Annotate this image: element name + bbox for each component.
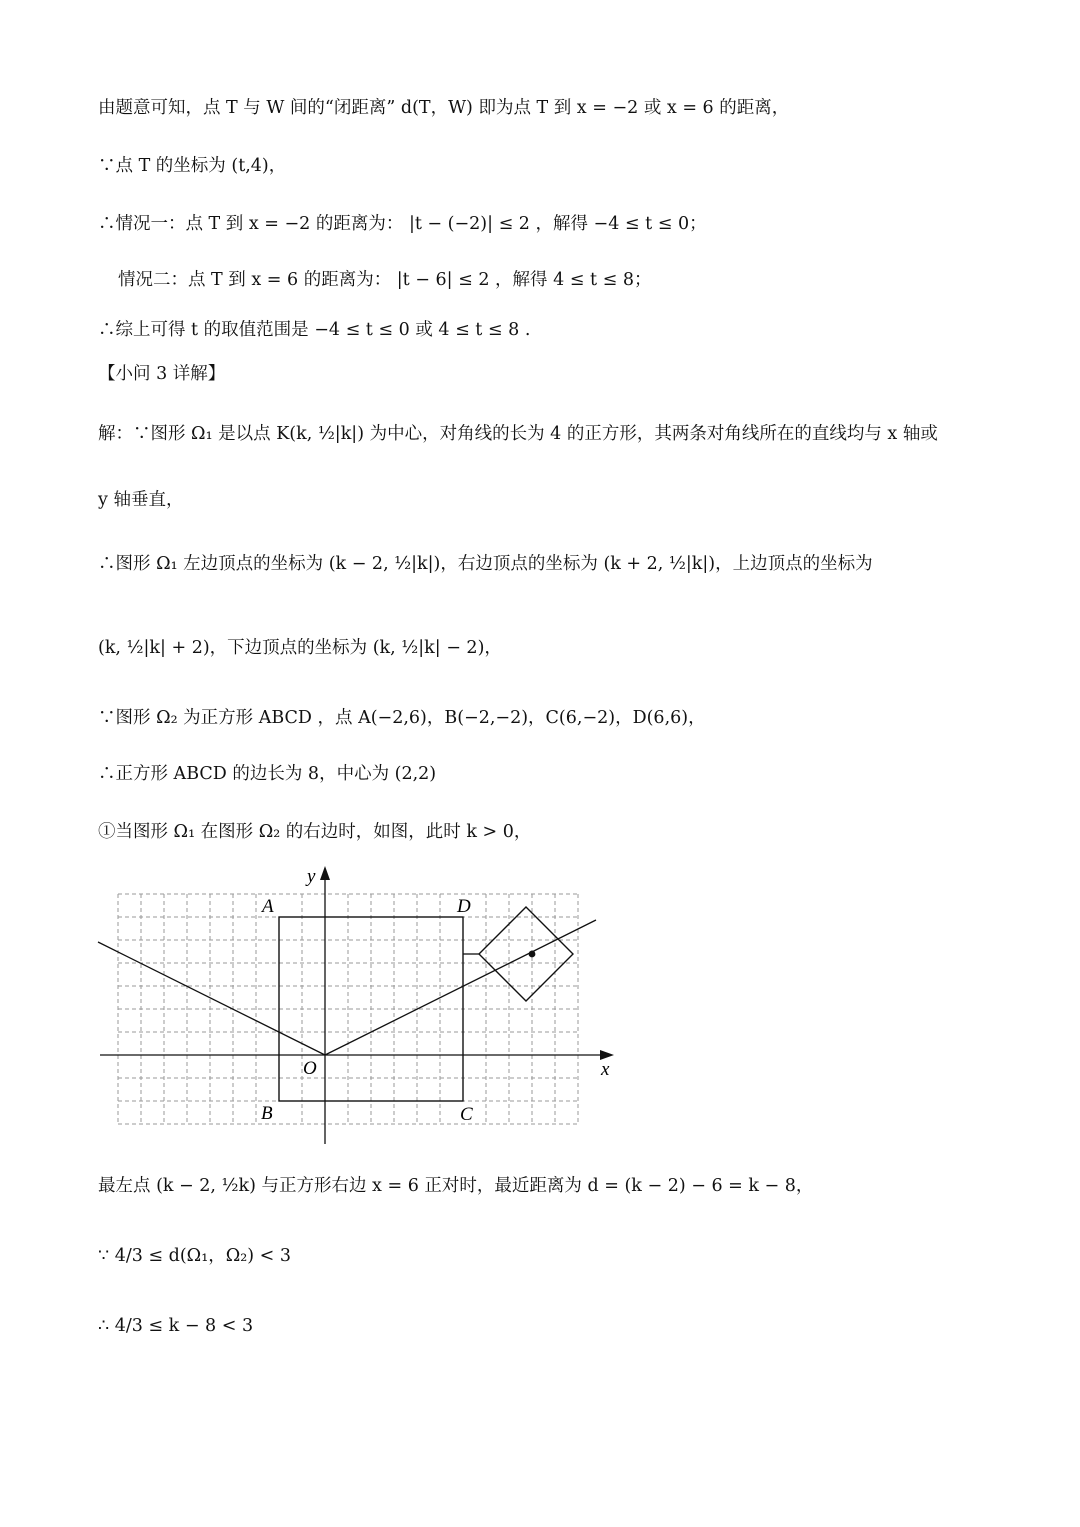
- line-8: y 轴垂直，: [98, 490, 184, 510]
- grid: [118, 894, 578, 1124]
- label-y: y: [307, 866, 316, 887]
- abs-lines: [98, 920, 596, 1055]
- line-14: 最左点 (k − 2, ½k) 与正方形右边 x = 6 正对时，最近距离为 d = (k − 2) − 6 = k − 8，: [98, 1176, 814, 1196]
- line-10: (k, ½|k| + 2)，下边顶点的坐标为 (k, ½|k| − 2)，: [98, 638, 502, 658]
- coordinate-diagram: [96, 862, 626, 1152]
- section-heading: 【小问 3 详解】: [98, 364, 226, 384]
- line-4: 情况二：点 T 到 x = 6 的距离为： |t − 6| ≤ 2 ，解得 4 ≤ t ≤ 8；: [118, 270, 652, 290]
- line-3: ∴情况一：点 T 到 x = −2 的距离为： |t − (−2)| ≤ 2 ，解得 −4 ≤ t ≤ 0；: [98, 214, 707, 234]
- label-O: O: [303, 1058, 317, 1079]
- line-11: ∵图形 Ω₂ 为正方形 ABCD ，点 A(−2,6)，B(−2,−2)，C(6,−2)，D(6,6)，: [98, 708, 706, 728]
- axes: [100, 866, 614, 1144]
- center-point: [529, 951, 536, 958]
- line-12: ∴正方形 ABCD 的边长为 8，中心为 (2,2): [98, 764, 437, 784]
- line-2: ∵点 T 的坐标为 (t,4)，: [98, 156, 287, 176]
- label-x: x: [601, 1059, 610, 1080]
- line-13: ①当图形 Ω₁ 在图形 Ω₂ 的右边时，如图，此时 k > 0，: [98, 822, 532, 842]
- line-15: ∵ 4/3 ≤ d(Ω₁，Ω₂) < 3: [98, 1246, 291, 1266]
- line-1: 由题意可知，点 T 与 W 间的“闭距离” d(T，W) 即为点 T 到 x = −2 或 x = 6 的距离，: [98, 98, 790, 118]
- line-9: ∴图形 Ω₁ 左边顶点的坐标为 (k − 2, ½|k|)，右边顶点的坐标为 (k + 2, ½|k|)，上边顶点的坐标为: [98, 554, 873, 574]
- line-5: ∴综上可得 t 的取值范围是 −4 ≤ t ≤ 0 或 4 ≤ t ≤ 8 .: [98, 320, 531, 340]
- label-C: C: [460, 1104, 473, 1125]
- line-7: 解：∵图形 Ω₁ 是以点 K(k, ½|k|) 为中心，对角线的长为 4 的正方形，其两条对角线所在的直线均与 x 轴或: [98, 424, 938, 444]
- label-A: A: [262, 896, 274, 917]
- label-B: B: [261, 1103, 273, 1124]
- omega1-diamond: [479, 907, 573, 1001]
- label-D: D: [457, 896, 471, 917]
- line-16: ∴ 4/3 ≤ k − 8 < 3: [98, 1316, 254, 1336]
